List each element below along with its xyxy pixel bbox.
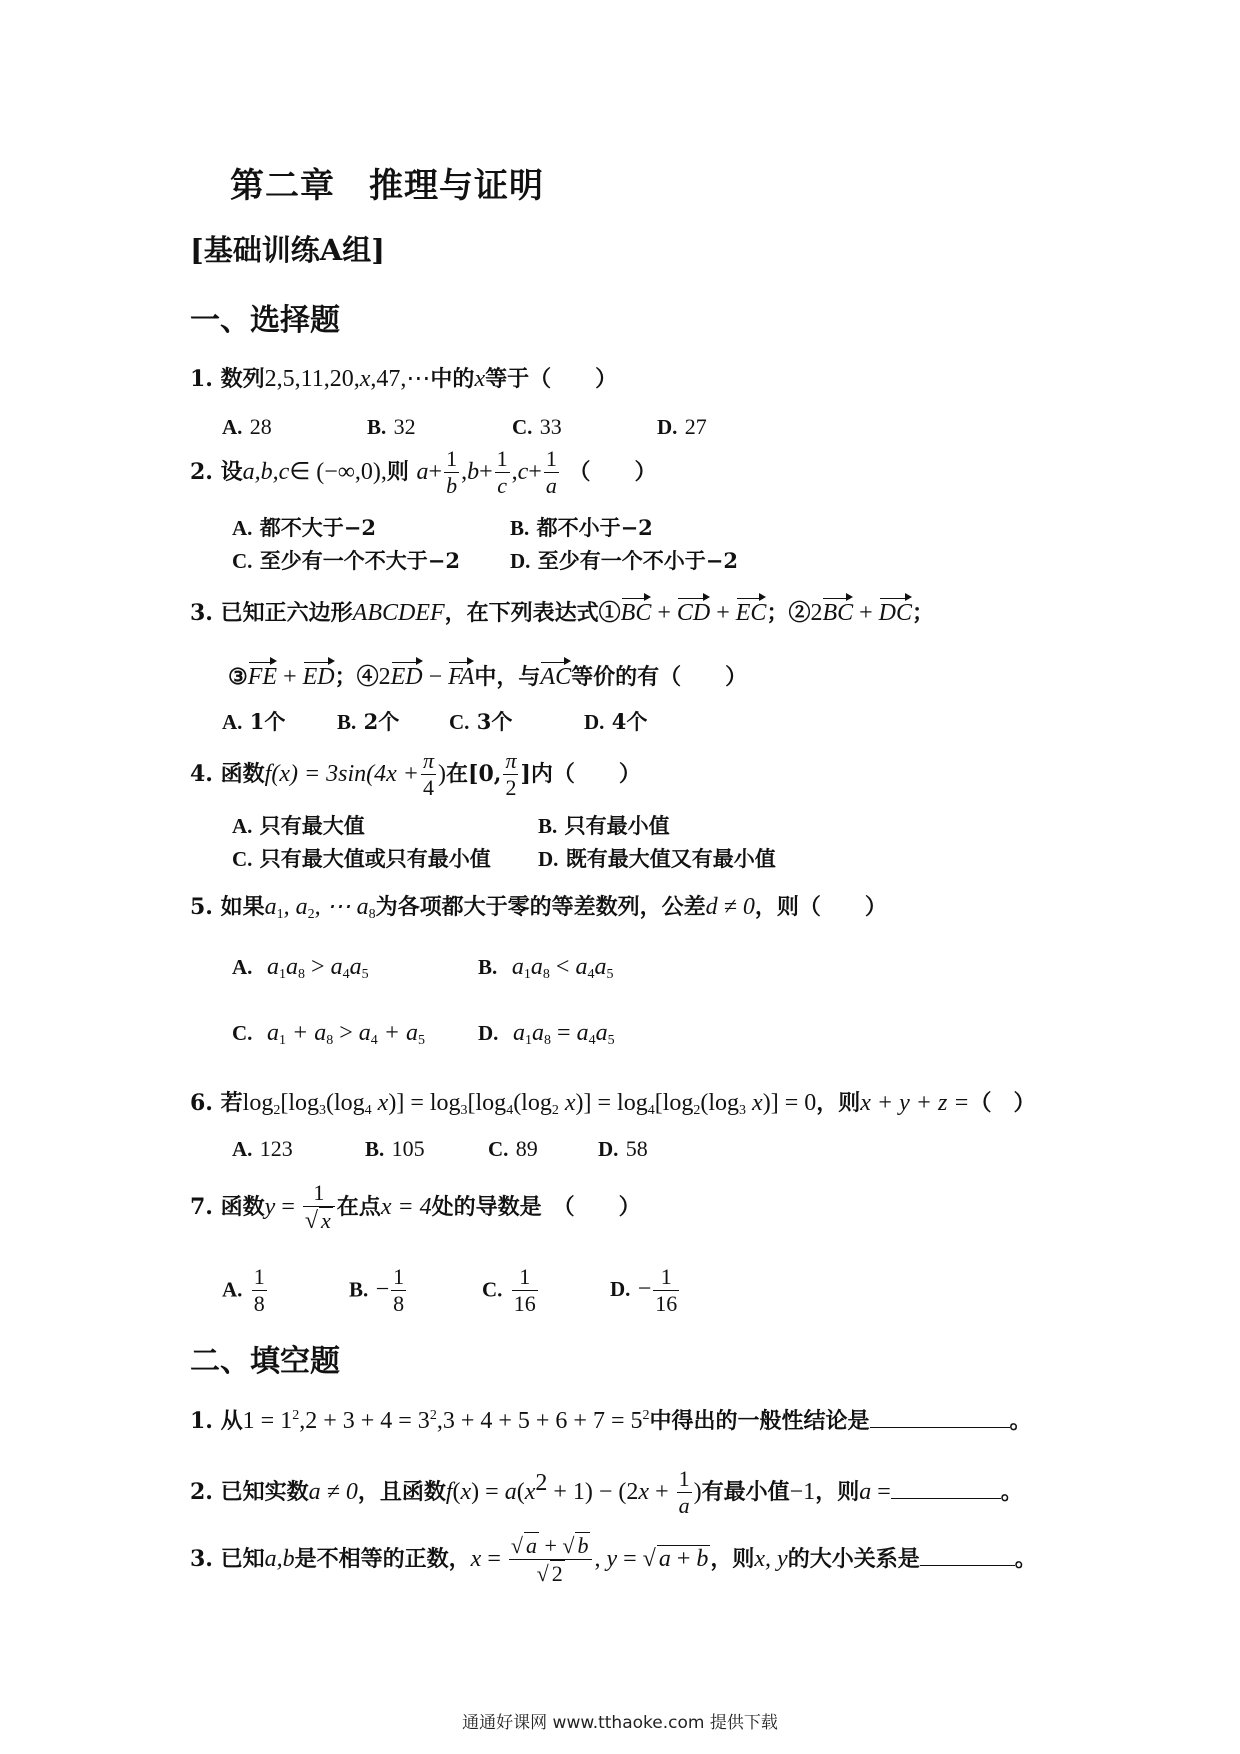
question-3-line1: 3. 已知正六边形ABCDEF，在下列表达式①BC + CD + EC；②2BC + DC；: [190, 600, 935, 626]
question-6: 6. 若$\log_2[\log_3(\log_4$ $x)] = \log_3[\log_4(\log_2$ $x)] = \log_4[\log_2(\log_3$ x)] = 0，则x + y + z =（ ）: [190, 1090, 1036, 1118]
question-1: 1. 数列2,5,11,20,x,47,⋯中的x等于（ ）: [190, 366, 618, 392]
question-1-options: A. 28 B. 32 C. 33 D. 27: [222, 414, 707, 439]
question-5-options-row1: A. $a_1a_8 > a_4a_5$ B. $a_1a_8 < a_4a_5$: [232, 954, 614, 982]
question-4: 4. 函数f(x) = 3sin(4x + $\frac{\pi}{4}$ )在[0, $\frac{\pi}{2}$ ]内（ ）: [190, 748, 641, 801]
answer-blank[interactable]: [920, 1545, 1015, 1566]
answer-blank[interactable]: [891, 1478, 1001, 1499]
chapter-name: 推理与证明: [369, 166, 544, 206]
question-2: 2. 设a,b,c∈ (−∞,0),则 a+ $\frac{1}{b}$ ,b+ $\frac{1}{c}$ ,c+ $\frac{1}{a}$ （ ）: [190, 446, 657, 499]
question-6-options: A. 123 B. 105 C. 89 D. 58: [232, 1136, 648, 1161]
footer-source: 通通好课网 www.tthaoke.com 提供下载: [462, 1713, 778, 1733]
fill-question-3: 3. 已知a,b是不相等的正数，x = $\frac{√ a + √ b}{√ 2}$ , y = √ a + b，则x, y的大小关系是 。: [190, 1533, 1037, 1587]
question-4-options-row2: C. 只有最大值或只有最小值 D. 既有最大值又有最小值: [232, 846, 776, 871]
question-3-options: A. 1个 B. 2个 C. 3个 D. 4个: [222, 709, 648, 734]
question-number: 1.: [190, 366, 213, 392]
fill-question-1: 1. 从$1 = 1^2,2 + 3 + 4 = 3^2,3 + 4 + 5 + 6 + 7 = 5^2$中得出的一般性结论是 。: [190, 1408, 1032, 1434]
question-4-options-row1: A. 只有最大值 B. 只有最小值: [232, 813, 670, 838]
section-choice-title: 一、选择题: [190, 303, 340, 338]
answer-blank[interactable]: [870, 1407, 1010, 1428]
chapter-number: 第二章: [230, 166, 335, 206]
question-3-line2: ③FE + ED；④2ED − FA中，与AC等价的有（ ）: [228, 664, 748, 690]
question-2-options-row2: C. 至少有一个不大于−2 D. 至少有一个不小于−2: [232, 548, 738, 573]
question-5: 5. 如果$a_1$, $a_2$, ⋯ $a_8$为各项都大于零的等差数列，公差d ≠ 0，则（ ）: [190, 894, 887, 922]
section-group-title: [基础训练A组]: [190, 233, 385, 267]
question-2-options-row1: A. 都不大于−2 B. 都不小于−2: [232, 515, 653, 540]
question-5-options-row2: C. $a_1 + a_8 > a_4 + a_5$ D. $a_1a_8 = a_4a_5$: [232, 1020, 615, 1048]
chapter-title: [230, 158, 544, 207]
section-fill-title: 二、填空题: [190, 1344, 340, 1379]
fill-question-2: 2. 已知实数a ≠ 0，且函数$f(x) = a(x^2 + 1) - (2x$ + $\frac{1}{a}$ )有最小值−1，则a = 。: [190, 1466, 1023, 1519]
question-7: 7. 函数y = $\frac{1}{√ x}$ 在点x = 4处的导数是 （ ）: [190, 1180, 641, 1235]
question-7-options: A. $\frac{1}{8}$ B. − $\frac{1}{8}$ C. $\frac{1}{16}$ D. − $\frac{1}{16}$: [222, 1264, 678, 1317]
